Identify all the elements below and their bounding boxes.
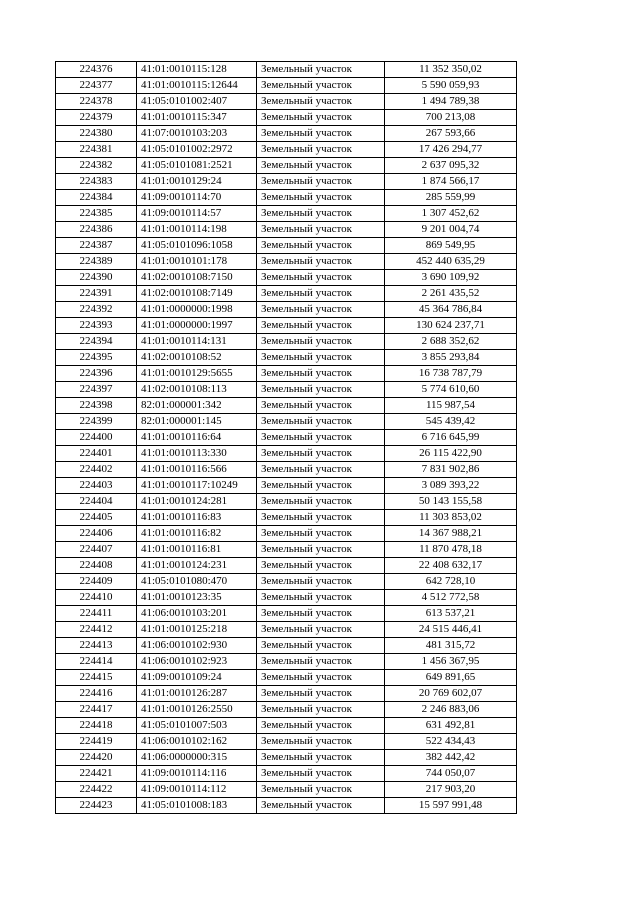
cadastral-value-cell: 613 537,21 (385, 606, 517, 622)
cadastral-value-cell: 2 637 095,32 (385, 158, 517, 174)
table-row (56, 446, 517, 462)
object-type-cell: Земельный участок (257, 190, 385, 206)
object-type-cell: Земельный участок (257, 110, 385, 126)
object-type-cell: Земельный участок (257, 782, 385, 798)
cadastral-value-cell: 7 831 902,86 (385, 462, 517, 478)
row-id-cell: 224387 (56, 238, 137, 254)
row-id-cell: 224399 (56, 414, 137, 430)
object-type-cell: Земельный участок (257, 286, 385, 302)
cadastral-value-cell: 130 624 237,71 (385, 318, 517, 334)
row-id-cell: 224403 (56, 478, 137, 494)
object-type-cell: Земельный участок (257, 670, 385, 686)
object-type-cell: Земельный участок (257, 798, 385, 814)
object-type-cell: Земельный участок (257, 446, 385, 462)
row-id-cell: 224423 (56, 798, 137, 814)
table-row (56, 526, 517, 542)
row-id-cell: 224421 (56, 766, 137, 782)
cadastral-number-cell: 41:01:0010117:10249 (137, 478, 257, 494)
object-type-cell: Земельный участок (257, 686, 385, 702)
table-row (56, 590, 517, 606)
row-id-cell: 224406 (56, 526, 137, 542)
cadastral-number-cell: 41:01:0010115:347 (137, 110, 257, 126)
table-row (56, 430, 517, 446)
cadastral-value-cell: 4 512 772,58 (385, 590, 517, 606)
cadastral-value-cell: 5 590 059,93 (385, 78, 517, 94)
cadastral-number-cell: 41:06:0010102:162 (137, 734, 257, 750)
table-row (56, 78, 517, 94)
row-id-cell: 224413 (56, 638, 137, 654)
cadastral-number-cell: 41:01:0010126:287 (137, 686, 257, 702)
table-row (56, 222, 517, 238)
row-id-cell: 224398 (56, 398, 137, 414)
cadastral-value-cell: 2 688 352,62 (385, 334, 517, 350)
table-body (56, 62, 517, 814)
cadastral-number-cell: 41:05:0101007:503 (137, 718, 257, 734)
table-row (56, 238, 517, 254)
table-row (56, 270, 517, 286)
object-type-cell: Земельный участок (257, 270, 385, 286)
object-type-cell: Земельный участок (257, 510, 385, 526)
table-row (56, 670, 517, 686)
cadastral-number-cell: 41:02:0010108:7149 (137, 286, 257, 302)
cadastral-number-cell: 41:01:0010124:281 (137, 494, 257, 510)
cadastral-value-cell: 452 440 635,29 (385, 254, 517, 270)
object-type-cell: Земельный участок (257, 62, 385, 78)
cadastral-value-cell: 11 870 478,18 (385, 542, 517, 558)
cadastral-number-cell: 82:01:000001:342 (137, 398, 257, 414)
object-type-cell: Земельный участок (257, 590, 385, 606)
cadastral-number-cell: 41:01:0010125:218 (137, 622, 257, 638)
table-row (56, 574, 517, 590)
object-type-cell: Земельный участок (257, 766, 385, 782)
table-row (56, 414, 517, 430)
object-type-cell: Земельный участок (257, 526, 385, 542)
row-id-cell: 224417 (56, 702, 137, 718)
cadastral-number-cell: 41:01:0010124:231 (137, 558, 257, 574)
cadastral-value-cell: 1 874 566,17 (385, 174, 517, 190)
cadastral-number-cell: 41:01:0010116:64 (137, 430, 257, 446)
object-type-cell: Земельный участок (257, 254, 385, 270)
cadastral-number-cell: 41:02:0010108:7150 (137, 270, 257, 286)
table-row (56, 606, 517, 622)
object-type-cell: Земельный участок (257, 430, 385, 446)
object-type-cell: Земельный участок (257, 494, 385, 510)
cadastral-value-cell: 1 307 452,62 (385, 206, 517, 222)
cadastral-value-cell: 5 774 610,60 (385, 382, 517, 398)
table-row (56, 782, 517, 798)
cadastral-value-cell: 649 891,65 (385, 670, 517, 686)
cadastral-number-cell: 41:09:0010114:70 (137, 190, 257, 206)
cadastral-value-cell: 50 143 155,58 (385, 494, 517, 510)
cadastral-number-cell: 41:06:0010102:923 (137, 654, 257, 670)
cadastral-number-cell: 41:05:0101002:407 (137, 94, 257, 110)
row-id-cell: 224416 (56, 686, 137, 702)
cadastral-number-cell: 41:01:0010116:81 (137, 542, 257, 558)
object-type-cell: Земельный участок (257, 654, 385, 670)
table-row (56, 542, 517, 558)
table-row (56, 142, 517, 158)
row-id-cell: 224378 (56, 94, 137, 110)
row-id-cell: 224389 (56, 254, 137, 270)
object-type-cell: Земельный участок (257, 398, 385, 414)
object-type-cell: Земельный участок (257, 174, 385, 190)
object-type-cell: Земельный участок (257, 622, 385, 638)
cadastral-value-cell: 20 769 602,07 (385, 686, 517, 702)
cadastral-value-cell: 267 593,66 (385, 126, 517, 142)
table-row (56, 126, 517, 142)
row-id-cell: 224381 (56, 142, 137, 158)
table-row (56, 174, 517, 190)
cadastral-value-cell: 11 352 350,02 (385, 62, 517, 78)
cadastral-value-cell: 285 559,99 (385, 190, 517, 206)
row-id-cell: 224402 (56, 462, 137, 478)
row-id-cell: 224383 (56, 174, 137, 190)
row-id-cell: 224395 (56, 350, 137, 366)
cadastral-number-cell: 41:01:0010114:198 (137, 222, 257, 238)
cadastral-number-cell: 41:01:0010116:566 (137, 462, 257, 478)
table-row (56, 702, 517, 718)
row-id-cell: 224397 (56, 382, 137, 398)
object-type-cell: Земельный участок (257, 126, 385, 142)
object-type-cell: Земельный участок (257, 542, 385, 558)
cadastral-value-cell: 642 728,10 (385, 574, 517, 590)
cadastral-number-cell: 41:06:0000000:315 (137, 750, 257, 766)
object-type-cell: Земельный участок (257, 222, 385, 238)
table-row (56, 622, 517, 638)
cadastral-number-cell: 41:01:0010114:131 (137, 334, 257, 350)
row-id-cell: 224385 (56, 206, 137, 222)
cadastral-number-cell: 41:01:0010129:24 (137, 174, 257, 190)
cadastral-number-cell: 41:05:0101096:1058 (137, 238, 257, 254)
cadastral-value-cell: 631 492,81 (385, 718, 517, 734)
cadastral-value-cell: 15 597 991,48 (385, 798, 517, 814)
row-id-cell: 224404 (56, 494, 137, 510)
table-row (56, 366, 517, 382)
cadastral-value-cell: 700 213,08 (385, 110, 517, 126)
table-row (56, 206, 517, 222)
cadastral-number-cell: 41:06:0010103:201 (137, 606, 257, 622)
cadastral-value-cell: 545 439,42 (385, 414, 517, 430)
cadastral-value-cell: 22 408 632,17 (385, 558, 517, 574)
cadastral-value-cell: 1 494 789,38 (385, 94, 517, 110)
cadastral-value-cell: 14 367 988,21 (385, 526, 517, 542)
object-type-cell: Земельный участок (257, 334, 385, 350)
cadastral-number-cell: 41:05:0101080:470 (137, 574, 257, 590)
cadastral-value-cell: 1 456 367,95 (385, 654, 517, 670)
cadastral-value-cell: 9 201 004,74 (385, 222, 517, 238)
cadastral-value-cell: 382 442,42 (385, 750, 517, 766)
row-id-cell: 224411 (56, 606, 137, 622)
table-row (56, 350, 517, 366)
table-row (56, 302, 517, 318)
table-row (56, 734, 517, 750)
table-row (56, 766, 517, 782)
cadastral-number-cell: 41:05:0101002:2972 (137, 142, 257, 158)
object-type-cell: Земельный участок (257, 78, 385, 94)
row-id-cell: 224390 (56, 270, 137, 286)
cadastral-value-cell: 3 855 293,84 (385, 350, 517, 366)
cadastral-number-cell: 41:05:0101081:2521 (137, 158, 257, 174)
object-type-cell: Земельный участок (257, 238, 385, 254)
row-id-cell: 224393 (56, 318, 137, 334)
cadastral-number-cell: 41:01:0010113:330 (137, 446, 257, 462)
table-row (56, 158, 517, 174)
cadastral-value-cell: 744 050,07 (385, 766, 517, 782)
table-row (56, 686, 517, 702)
table-row (56, 318, 517, 334)
cadastral-value-cell: 481 315,72 (385, 638, 517, 654)
row-id-cell: 224377 (56, 78, 137, 94)
table-row (56, 382, 517, 398)
object-type-cell: Земельный участок (257, 366, 385, 382)
object-type-cell: Земельный участок (257, 94, 385, 110)
row-id-cell: 224396 (56, 366, 137, 382)
cadastral-number-cell: 82:01:000001:145 (137, 414, 257, 430)
cadastral-value-cell: 45 364 786,84 (385, 302, 517, 318)
cadastral-value-cell: 16 738 787,79 (385, 366, 517, 382)
cadastral-number-cell: 41:01:0000000:1997 (137, 318, 257, 334)
object-type-cell: Земельный участок (257, 382, 385, 398)
row-id-cell: 224394 (56, 334, 137, 350)
row-id-cell: 224400 (56, 430, 137, 446)
row-id-cell: 224382 (56, 158, 137, 174)
cadastral-value-cell: 217 903,20 (385, 782, 517, 798)
object-type-cell: Земельный участок (257, 734, 385, 750)
cadastral-value-cell: 3 089 393,22 (385, 478, 517, 494)
table-row (56, 558, 517, 574)
cadastral-number-cell: 41:02:0010108:113 (137, 382, 257, 398)
row-id-cell: 224419 (56, 734, 137, 750)
object-type-cell: Земельный участок (257, 462, 385, 478)
table-row (56, 286, 517, 302)
table-row (56, 494, 517, 510)
row-id-cell: 224412 (56, 622, 137, 638)
cadastral-number-cell: 41:01:0010115:128 (137, 62, 257, 78)
table-row (56, 94, 517, 110)
table-row (56, 62, 517, 78)
table-row (56, 398, 517, 414)
table-row (56, 654, 517, 670)
table-row (56, 750, 517, 766)
table-row (56, 638, 517, 654)
object-type-cell: Земельный участок (257, 350, 385, 366)
cadastral-value-cell: 3 690 109,92 (385, 270, 517, 286)
cadastral-value-cell: 24 515 446,41 (385, 622, 517, 638)
table-row (56, 718, 517, 734)
table-row (56, 510, 517, 526)
object-type-cell: Земельный участок (257, 558, 385, 574)
table-row (56, 462, 517, 478)
table-row (56, 110, 517, 126)
object-type-cell: Земельный участок (257, 702, 385, 718)
row-id-cell: 224380 (56, 126, 137, 142)
row-id-cell: 224379 (56, 110, 137, 126)
row-id-cell: 224415 (56, 670, 137, 686)
row-id-cell: 224408 (56, 558, 137, 574)
cadastral-number-cell: 41:09:0010109:24 (137, 670, 257, 686)
cadastral-value-cell: 11 303 853,02 (385, 510, 517, 526)
cadastral-number-cell: 41:09:0010114:57 (137, 206, 257, 222)
cadastral-number-cell: 41:05:0101008:183 (137, 798, 257, 814)
table-row (56, 334, 517, 350)
object-type-cell: Земельный участок (257, 318, 385, 334)
cadastral-value-cell: 522 434,43 (385, 734, 517, 750)
object-type-cell: Земельный участок (257, 718, 385, 734)
object-type-cell: Земельный участок (257, 142, 385, 158)
object-type-cell: Земельный участок (257, 206, 385, 222)
cadastral-value-cell: 6 716 645,99 (385, 430, 517, 446)
row-id-cell: 224422 (56, 782, 137, 798)
row-id-cell: 224376 (56, 62, 137, 78)
object-type-cell: Земельный участок (257, 158, 385, 174)
cadastral-value-table (55, 61, 517, 814)
cadastral-number-cell: 41:09:0010114:116 (137, 766, 257, 782)
row-id-cell: 224420 (56, 750, 137, 766)
cadastral-number-cell: 41:07:0010103:203 (137, 126, 257, 142)
object-type-cell: Земельный участок (257, 302, 385, 318)
row-id-cell: 224407 (56, 542, 137, 558)
cadastral-value-cell: 2 261 435,52 (385, 286, 517, 302)
object-type-cell: Земельный участок (257, 638, 385, 654)
row-id-cell: 224405 (56, 510, 137, 526)
object-type-cell: Земельный участок (257, 478, 385, 494)
cadastral-number-cell: 41:01:0010116:82 (137, 526, 257, 542)
row-id-cell: 224384 (56, 190, 137, 206)
cadastral-number-cell: 41:01:0000000:1998 (137, 302, 257, 318)
row-id-cell: 224418 (56, 718, 137, 734)
cadastral-value-cell: 115 987,54 (385, 398, 517, 414)
cadastral-number-cell: 41:02:0010108:52 (137, 350, 257, 366)
cadastral-number-cell: 41:01:0010101:178 (137, 254, 257, 270)
cadastral-number-cell: 41:01:0010115:12644 (137, 78, 257, 94)
row-id-cell: 224392 (56, 302, 137, 318)
cadastral-value-cell: 869 549,95 (385, 238, 517, 254)
cadastral-value-cell: 17 426 294,77 (385, 142, 517, 158)
cadastral-number-cell: 41:09:0010114:112 (137, 782, 257, 798)
object-type-cell: Земельный участок (257, 414, 385, 430)
table-row (56, 798, 517, 814)
table-row (56, 478, 517, 494)
row-id-cell: 224409 (56, 574, 137, 590)
cadastral-number-cell: 41:01:0010123:35 (137, 590, 257, 606)
cadastral-number-cell: 41:06:0010102:930 (137, 638, 257, 654)
table-row (56, 190, 517, 206)
row-id-cell: 224391 (56, 286, 137, 302)
object-type-cell: Земельный участок (257, 606, 385, 622)
cadastral-number-cell: 41:01:0010116:83 (137, 510, 257, 526)
table-row (56, 254, 517, 270)
row-id-cell: 224414 (56, 654, 137, 670)
row-id-cell: 224386 (56, 222, 137, 238)
object-type-cell: Земельный участок (257, 574, 385, 590)
object-type-cell: Земельный участок (257, 750, 385, 766)
cadastral-number-cell: 41:01:0010129:5655 (137, 366, 257, 382)
row-id-cell: 224410 (56, 590, 137, 606)
row-id-cell: 224401 (56, 446, 137, 462)
cadastral-number-cell: 41:01:0010126:2550 (137, 702, 257, 718)
cadastral-value-cell: 2 246 883,06 (385, 702, 517, 718)
cadastral-value-cell: 26 115 422,90 (385, 446, 517, 462)
